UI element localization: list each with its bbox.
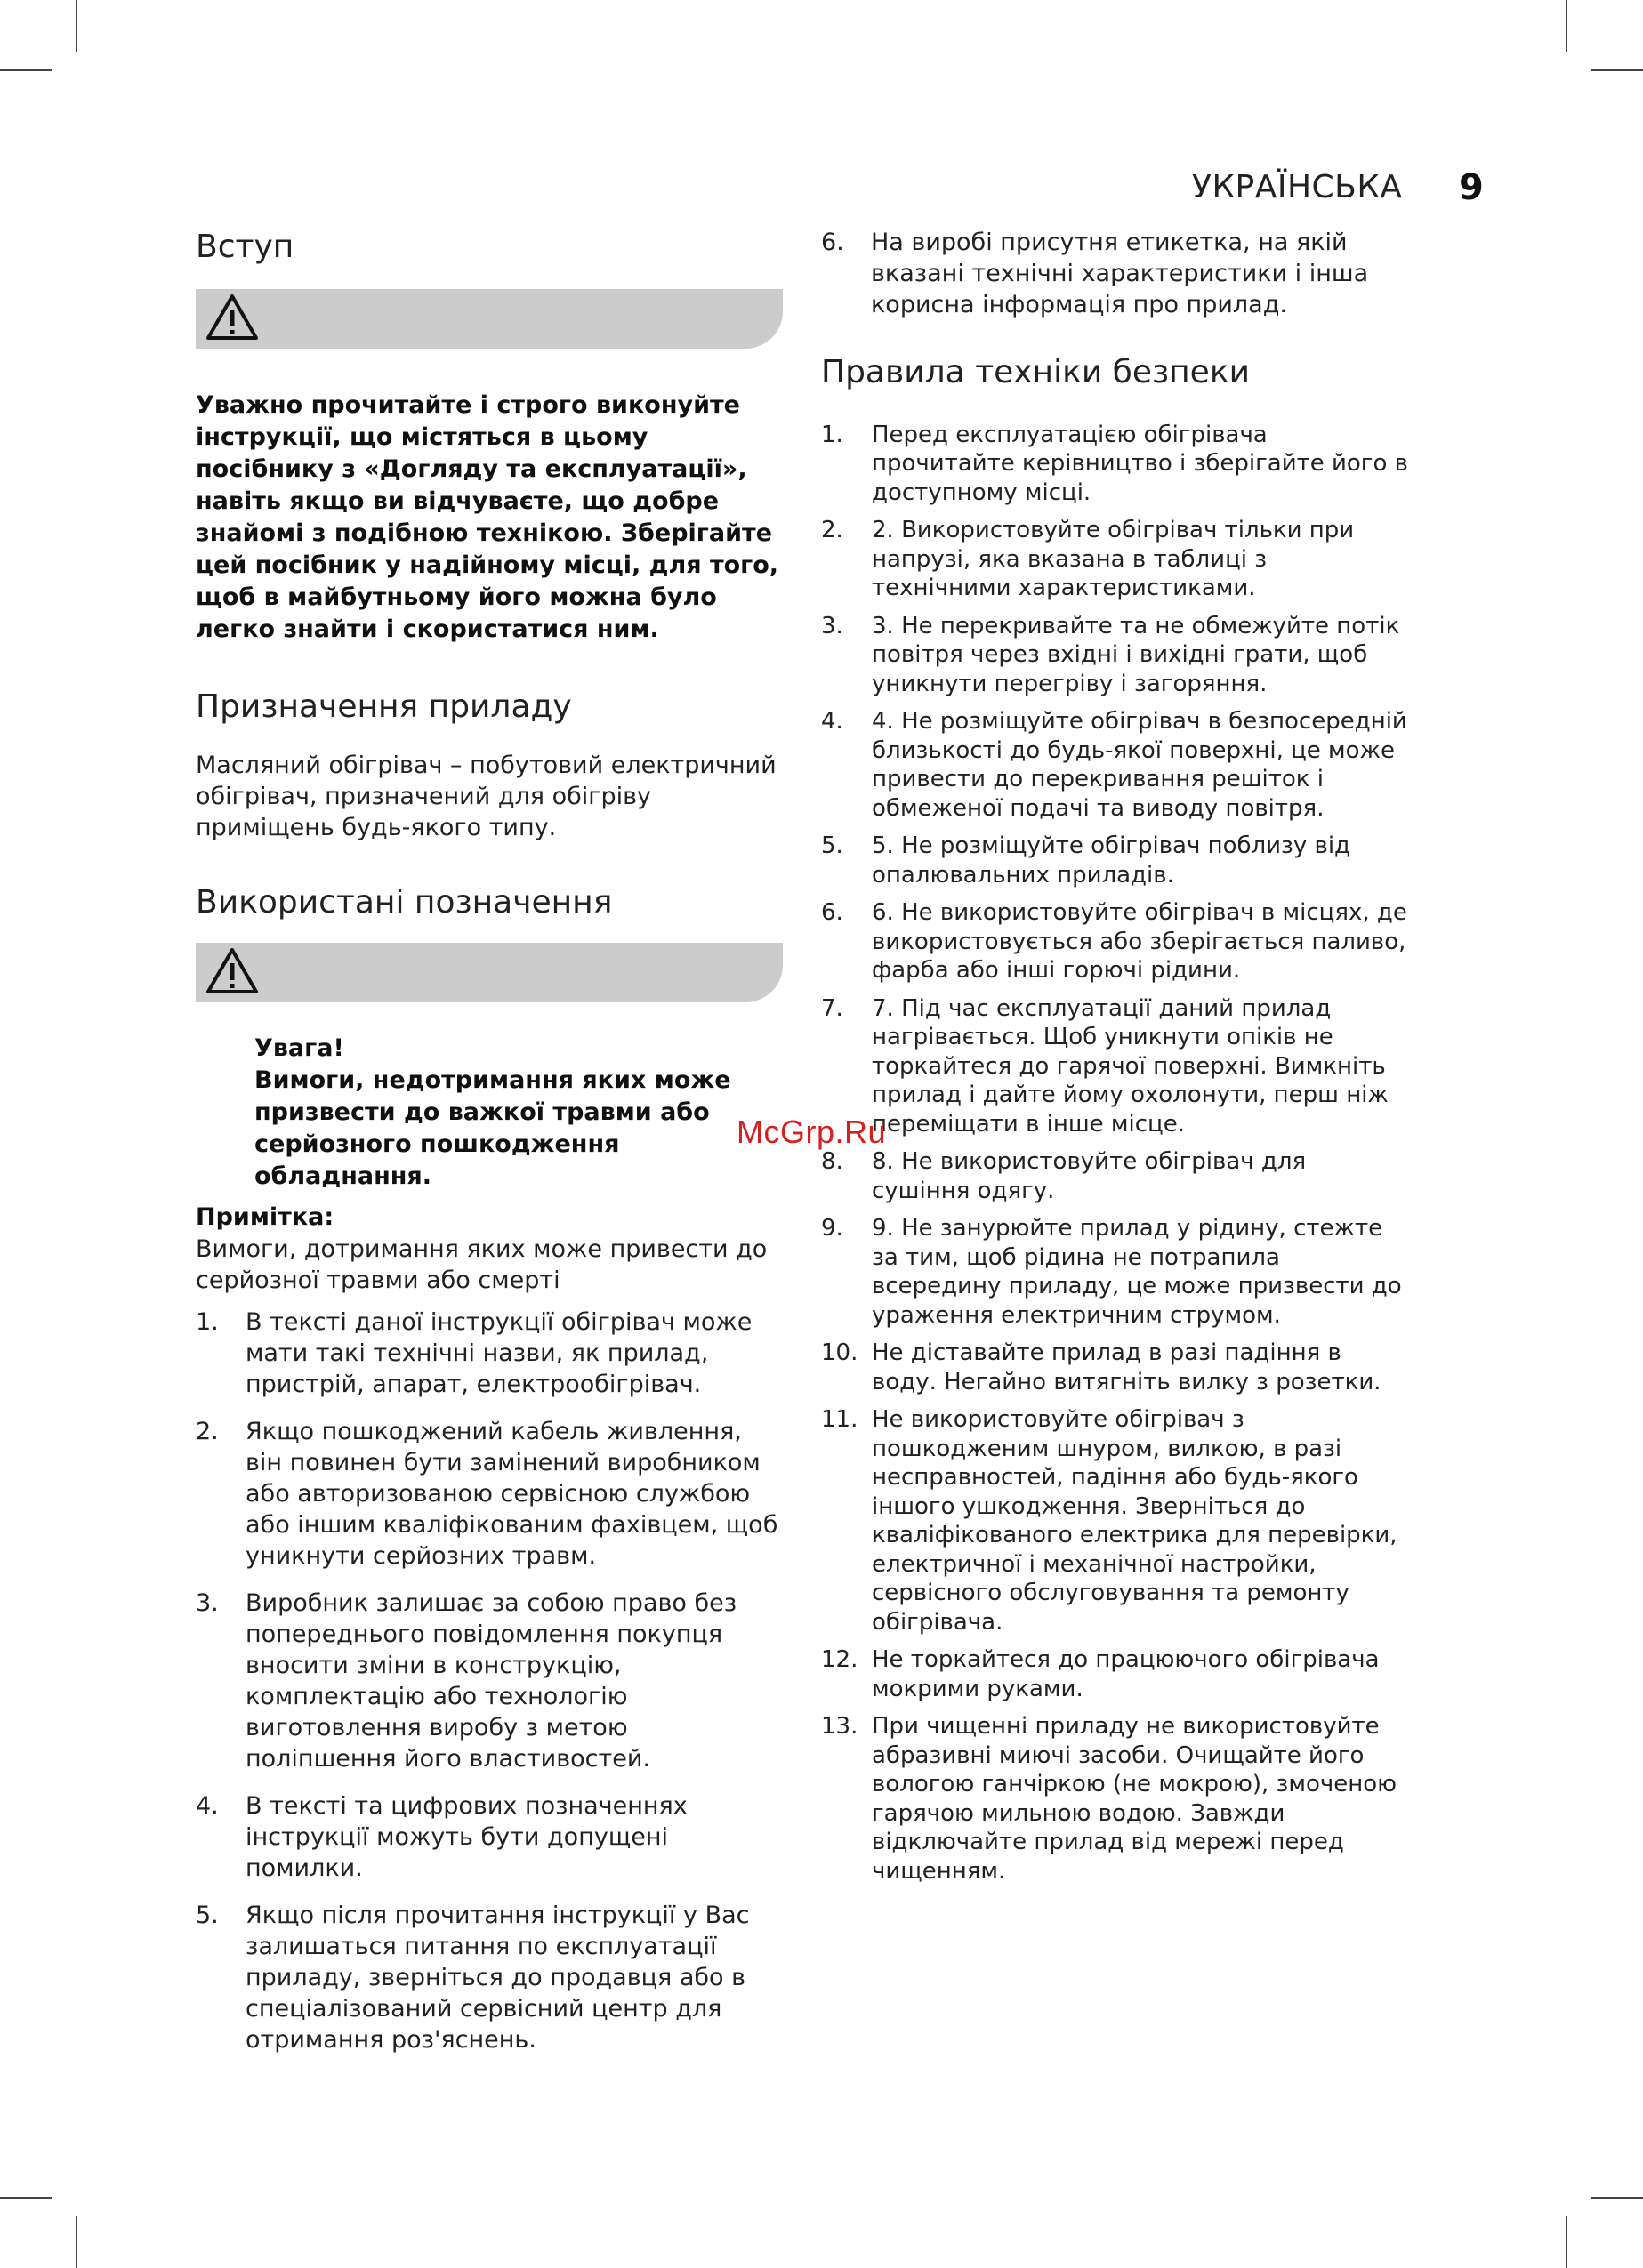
right-column [821,227,1408,1886]
list-item: 3. 3. Не перекривайте та не обмежуйте потік повітря через вхідні і вихідні грати, щоб уникнути перегріву і загоряння. [821,612,1400,697]
intro-heading: Вступ [196,229,294,265]
list-item: 2. Якщо пошкоджений кабель живлення, він повинен бути замінений виробником або авторизованою сервісною службою або іншим кваліфікованим фахівцем, щоб уникнути серйозних травм. [196,1418,778,1571]
note-text: Вимоги, дотримання яких може привести до серйозної травми або смерті [196,1235,768,1295]
list-item: 10. Не діставайте прилад в разі падіння в воду. Негайно витягніть вилку з розетки. [821,1339,1381,1395]
crop-mark [1591,69,1643,71]
list-item: 5. Якщо після прочитання інструкції у Вас залишаться питання по експлуатації приладу, зверніться до продавця або в спеціалізований сервісний центр для отримання роз'яснень. [196,1902,750,2055]
symbols-heading: Використані позначення [196,883,613,921]
list-item: 13. При чищенні приладу не використовуйте абразивні миючі засоби. Очищайте його вологою ганчіркою (не мокрою), змоченою гарячою мильною водою. Завжди відключайте прилад від мережі перед чищенням. [821,1713,1397,1885]
warning-triangle-icon [205,293,260,345]
list-item: 9. 9. Не занурюйте прилад у рідину, стежте за тим, щоб рідина не потрапила всередину приладу, це може призвести до ураження електричним струмом. [821,1215,1402,1329]
crop-mark [76,2216,77,2268]
left-column [196,227,783,2055]
list-item: 7. 7. Під час експлуатації даний прилад нагрівається. Щоб уникнути опіків не торкайтеся до гарячої поверхні. Вимкніть прилад і дайте йому охолонути, перш ніж переміщати в інше місце. [821,994,1389,1138]
header-language: УКРАЇНСЬКА [1192,169,1403,205]
list-item: 1. Перед експлуатацією обігрівача прочитайте керівництво і зберігайте його в доступному місці. [821,421,1408,506]
crop-mark [1566,2216,1567,2268]
intro-list-continued [821,227,1408,320]
crop-mark [76,0,77,52]
list-item: 6. 6. Не використовуйте обігрівач в місцях, де використовується або зберігається паливо, фарба або інші горючі рідини. [821,899,1407,985]
attention-text: Вимоги, недотримання яких може призвести до важкої травми або серйозного пошкодження обладнання. [254,1066,731,1191]
list-item: 1. В тексті даної інструкції обігрівач може мати такі технічні назви, як прилад, пристрій, апарат, електрообігрівач. [196,1308,753,1399]
list-item: 2. 2. Використовуйте обігрівач тільки при напрузі, яка вказана в таблиці з технічними характеристиками. [821,517,1355,602]
list-item: 12. Не торкайтеся до працюючого обігрівача мокрими руками. [821,1646,1380,1702]
list-item: 8. 8. Не використовуйте обігрівач для сушіння одягу. [821,1148,1307,1204]
crop-mark [1566,0,1567,52]
safety-heading: Правила техніки безпеки [821,354,1250,390]
attention-title: Увага! [254,1034,344,1063]
warning-bar [196,289,783,349]
page-number: 9 [1459,167,1484,208]
intro-list [196,1307,783,2055]
list-item: 3. Виробник залишає за собою право без попереднього повідомлення покупця вносити зміни в конструкцію, комплектацію або технологію виготовлення виробу з метою поліпшення його властивостей. [196,1589,737,1773]
watermark: McGrp.Ru [737,1114,887,1150]
list-item: 6. На виробі присутня етикетка, на якій вказані технічні характеристики і інша корисна інформація про прилад. [821,229,1369,318]
crop-mark [0,2197,52,2199]
crop-mark [0,69,52,71]
safety-list [821,421,1408,1886]
list-item: 11. Не використовуйте обігрівач з пошкодженим шнуром, вилкою, в разі несправностей, падіння або будь-якого іншого ушкодження. Зверніться до кваліфікованого електрика для перевірки, електричної і механічної настройки, сервісного обслуговування та ремонту обігрівача. [821,1406,1397,1636]
list-item: 4. В тексті та цифрових позначеннях інструкції можуть бути допущені помилки. [196,1792,688,1883]
crop-mark [1591,2197,1643,2199]
warning-bar-2 [196,943,783,1002]
purpose-text: Масляний обігрівач – побутовий електричний обігрівач, призначений для обігріву приміщень будь-якого типу. [196,751,777,841]
warning-triangle-icon [205,946,260,999]
list-item: 5. 5. Не розміщуйте обігрівач поблизу від опалювальних приладів. [821,832,1351,889]
list-item: 4. 4. Не розміщуйте обігрівач в безпосередній близькості до будь-якої поверхні, це може привести до перекривання решіток і обмеженої подачі та виводу повітря. [821,708,1407,822]
intro-warning-text: Уважно прочитайте і строго виконуйте інструкції, що містяться в цьому посібнику з «Догляду та експлуатації», навіть якщо ви відчуваєте, що добре знайомі з подібною технікою. Зберігайте цей посібник у надійному місці, для того, щоб в майбутньому його можна було легко знайти і скористатися ним. [196,390,779,643]
purpose-heading: Призначення приладу [196,688,572,725]
note-title: Примітка: [196,1203,334,1232]
